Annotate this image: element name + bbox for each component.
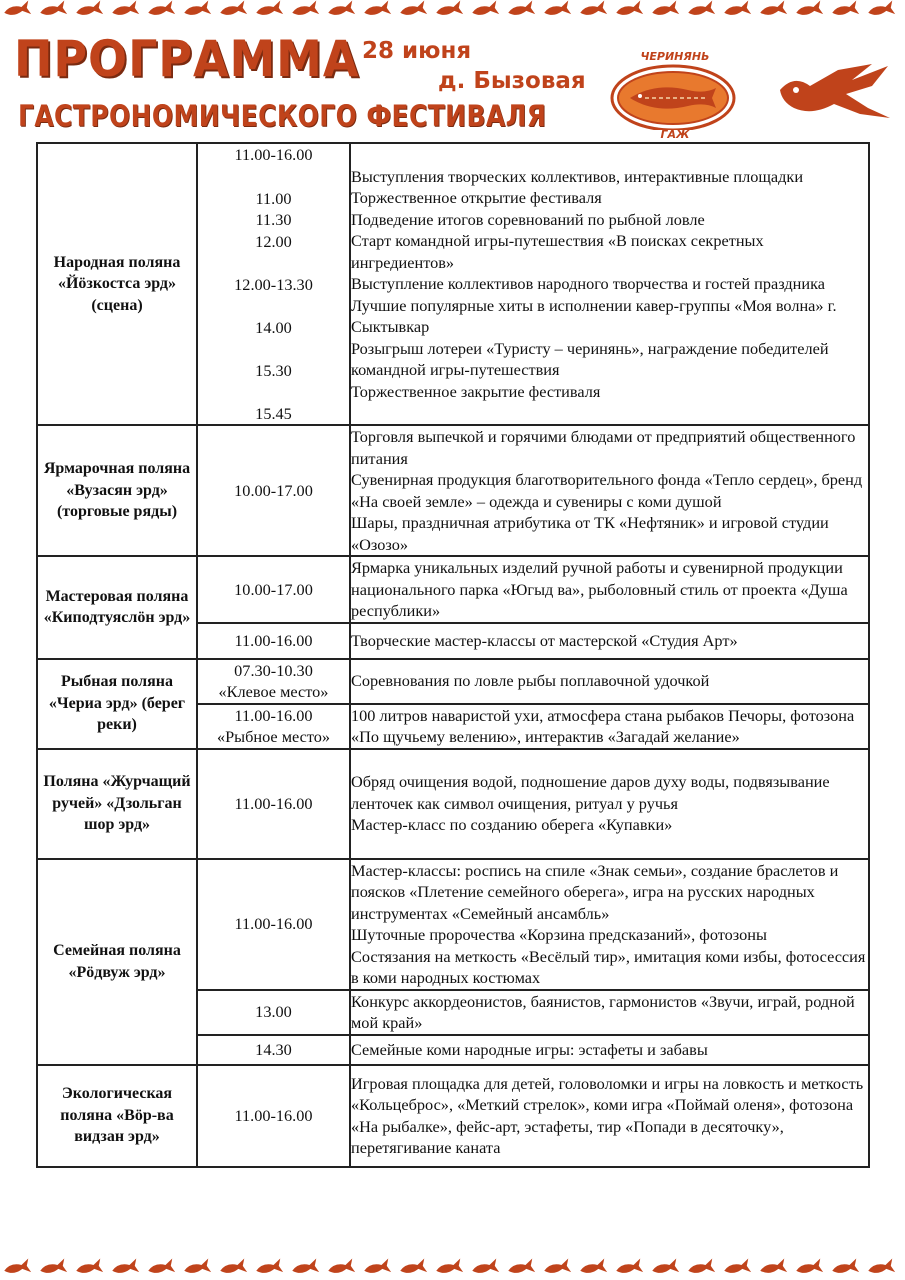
table-row [37, 749, 869, 859]
fish-icon [776, 60, 894, 124]
small-fish-icon [291, 1258, 319, 1277]
small-fish-icon [651, 1258, 679, 1277]
header [0, 20, 905, 142]
event-text: Шуточные пророчества «Корзина предсказаний», фотозоны [351, 925, 767, 944]
time-value: 12.00-13.30 [234, 274, 313, 294]
small-fish-icon [3, 1258, 31, 1277]
small-fish-icon [183, 0, 211, 19]
event-text: Торжественное закрытие фестиваля [351, 381, 601, 401]
event-text: Мастер-классы: роспись на спиле «Знак семьи», создание браслетов и поясков «Плетение семейного оберега», игра на русских народных инструментах «Семейный ансамбль» [351, 860, 839, 923]
table-row [37, 425, 869, 556]
time-value: 13.00 [197, 990, 350, 1035]
small-fish-icon [579, 0, 607, 19]
table-row [37, 859, 869, 990]
page-subtitle: ГАСТРОНОМИЧЕСКОГО ФЕСТИВАЛЯ [18, 99, 547, 133]
event-text: Шары, праздничная атрибутика от ТК «Нефтяник» и игровой студии «Озозо» [351, 513, 829, 554]
area-name: Ярмарочная поляна «Вузасян эрд» (торговые ряды) [37, 425, 197, 556]
area-name: Поляна «Журчащий ручей» «Дзольган шор эрд» [37, 749, 197, 859]
small-fish-icon [579, 1258, 607, 1277]
small-fish-icon [435, 1258, 463, 1277]
small-fish-icon [831, 1258, 859, 1277]
time-cell [197, 659, 350, 704]
program-table [36, 142, 870, 1168]
table-row [37, 556, 869, 623]
table-row [37, 143, 869, 425]
place-name: «Рыбное место» [216, 727, 331, 746]
small-fish-icon [111, 1258, 139, 1277]
small-fish-icon [687, 1258, 715, 1277]
small-fish-icon [507, 0, 535, 19]
logo-emblem-icon [600, 30, 750, 130]
time-value: 12.00 [255, 231, 292, 251]
small-fish-icon [723, 0, 751, 19]
description-cell [350, 749, 869, 859]
small-fish-icon [615, 0, 643, 19]
time-value: 11.00-16.00 [234, 705, 313, 725]
event-text: Семейные коми народные игры: эстафеты и забавы [350, 1035, 869, 1065]
time-value: 11.00-16.00 [197, 623, 350, 659]
time-value: 15.30 [255, 360, 292, 380]
small-fish-icon [363, 0, 391, 19]
small-fish-icon [543, 0, 571, 19]
event-text: Торжественное открытие фестиваля [351, 188, 602, 208]
event-text: Ярмарка уникальных изделий ручной работы и сувенирной продукции национального парка «Югыд ва», рыболовный стиль от проекта «Душа республики» [350, 556, 869, 623]
page-title: ПРОГРАММА [14, 30, 360, 88]
small-fish-icon [75, 1258, 103, 1277]
small-fish-icon [219, 1258, 247, 1277]
area-name: Мастеровая поляна «Киподтуяслӧн эрд» [37, 556, 197, 659]
small-fish-icon [507, 1258, 535, 1277]
small-fish-icon [363, 1258, 391, 1277]
small-fish-icon [147, 0, 175, 19]
time-value: 15.45 [255, 403, 292, 423]
small-fish-icon [867, 0, 895, 19]
event-text: 100 литров наваристой ухи, атмосфера стана рыбаков Печоры, фотозона «По щучьему велению», интерактив «Загадай желание» [350, 704, 869, 749]
event-text: Подведение итогов соревнований по рыбной ловле [351, 209, 705, 229]
small-fish-icon [3, 0, 31, 19]
small-fish-icon [147, 1258, 175, 1277]
small-fish-icon [543, 1258, 571, 1277]
small-fish-icon [75, 0, 103, 19]
small-fish-icon [651, 0, 679, 19]
small-fish-icon [687, 0, 715, 19]
small-fish-icon [615, 1258, 643, 1277]
bottom-fish-border [0, 1258, 905, 1278]
event-text: Розыгрыш лотереи «Туристу – черинянь», награждение победителей командной игры-путешествия [351, 338, 829, 380]
time-value: 07.30-10.30 [234, 660, 313, 680]
small-fish-icon [795, 1258, 823, 1277]
table-row [37, 659, 869, 704]
small-fish-icon [867, 1258, 895, 1277]
time-value: 11.30 [255, 210, 292, 229]
event-text: Старт командной игры-путешествия «В поисках секретных ингредиентов» [351, 231, 764, 272]
small-fish-icon [759, 1258, 787, 1277]
time-cell [197, 143, 350, 425]
small-fish-icon [291, 0, 319, 19]
event-text: Соревнования по ловле рыбы поплавочной удочкой [350, 659, 869, 704]
event-text: Мастер-класс по созданию оберега «Купавки» [351, 815, 673, 835]
time-value: 11.00-16.00 [197, 859, 350, 990]
time-value: 11.00-16.00 [197, 749, 350, 859]
time-cell [197, 704, 350, 749]
small-fish-icon [831, 0, 859, 19]
table-row [37, 1065, 869, 1167]
small-fish-icon [435, 0, 463, 19]
small-fish-icon [471, 1258, 499, 1277]
small-fish-icon [399, 1258, 427, 1277]
description-cell [350, 425, 869, 556]
event-text: Выступления творческих коллективов, интерактивные площадки [351, 166, 804, 186]
small-fish-icon [759, 0, 787, 19]
time-value: 14.00 [255, 317, 292, 337]
small-fish-icon [183, 1258, 211, 1277]
small-fish-icon [327, 0, 355, 19]
small-fish-icon [39, 0, 67, 19]
time-value: 11.00-16.00 [197, 1065, 350, 1167]
festival-logo [600, 30, 750, 141]
small-fish-icon [39, 1258, 67, 1277]
description-cell [350, 143, 869, 425]
event-text: Сувенирная продукция благотворительного фонда «Тепло сердец», бренд «На своей земле» – одежда и сувениры с коми душой [351, 470, 863, 511]
event-text: Обряд очищения водой, подношение даров духу воды, подвязывание ленточек как символ очищения, ритуал у ручья [351, 772, 830, 813]
time-value: 10.00-17.00 [197, 556, 350, 623]
small-fish-icon [219, 0, 247, 19]
small-fish-icon [471, 0, 499, 19]
place-name: «Клевое место» [218, 682, 329, 701]
event-text: Конкурс аккордеонистов, баянистов, гармонистов «Звучи, играй, родной мой край» [350, 990, 869, 1035]
small-fish-icon [111, 0, 139, 19]
event-text: Состязания на меткость «Весёлый тир», имитация коми избы, фотосессия в коми народных костюмах [351, 946, 866, 987]
small-fish-icon [327, 1258, 355, 1277]
logo-bottom-text: ГАЖ [660, 128, 690, 141]
event-text: Творческие мастер-классы от мастерской «Студия Арт» [350, 623, 869, 659]
time-value: 10.00-17.00 [197, 425, 350, 556]
event-text: Лучшие популярные хиты в исполнении кавер-группы «Моя волна» г. Сыктывкар [351, 295, 837, 337]
area-name: Семейная поляна «Рӧдвуж эрд» [37, 859, 197, 1065]
festival-location: д. Бызовая [438, 68, 586, 94]
time-value: 11.00-16.00 [234, 145, 313, 164]
small-fish-icon [255, 1258, 283, 1277]
event-text: Торговля выпечкой и горячими блюдами от предприятий общественного питания [351, 427, 856, 468]
time-value: 11.00 [255, 188, 292, 208]
event-text: Выступление коллективов народного творчества и гостей праздника [351, 274, 825, 294]
time-value: 14.30 [197, 1035, 350, 1065]
event-text: Игровая площадка для детей, головоломки и игры на ловкость и меткость «Кольцеброс», «Меткий стрелок», коми игра «Поймай оленя», фотозона «На рыбалке», фейс-арт, эстафеты, тир «Попади в десяточку», перетягивание каната [350, 1065, 869, 1167]
festival-date: 28 июня [362, 38, 472, 64]
area-name: Народная поляна «Йӧзкостса эрд» (сцена) [37, 143, 197, 425]
small-fish-icon [723, 1258, 751, 1277]
small-fish-icon [399, 0, 427, 19]
area-name: Рыбная поляна «Чериа эрд» (берег реки) [37, 659, 197, 749]
description-cell [350, 859, 869, 990]
small-fish-icon [255, 0, 283, 19]
top-fish-border [0, 0, 905, 20]
logo-top-text: ЧЕРИНЯНЬ [640, 50, 710, 63]
area-name: Экологическая поляна «Вӧр-ва видзан эрд» [37, 1065, 197, 1167]
small-fish-icon [795, 0, 823, 19]
